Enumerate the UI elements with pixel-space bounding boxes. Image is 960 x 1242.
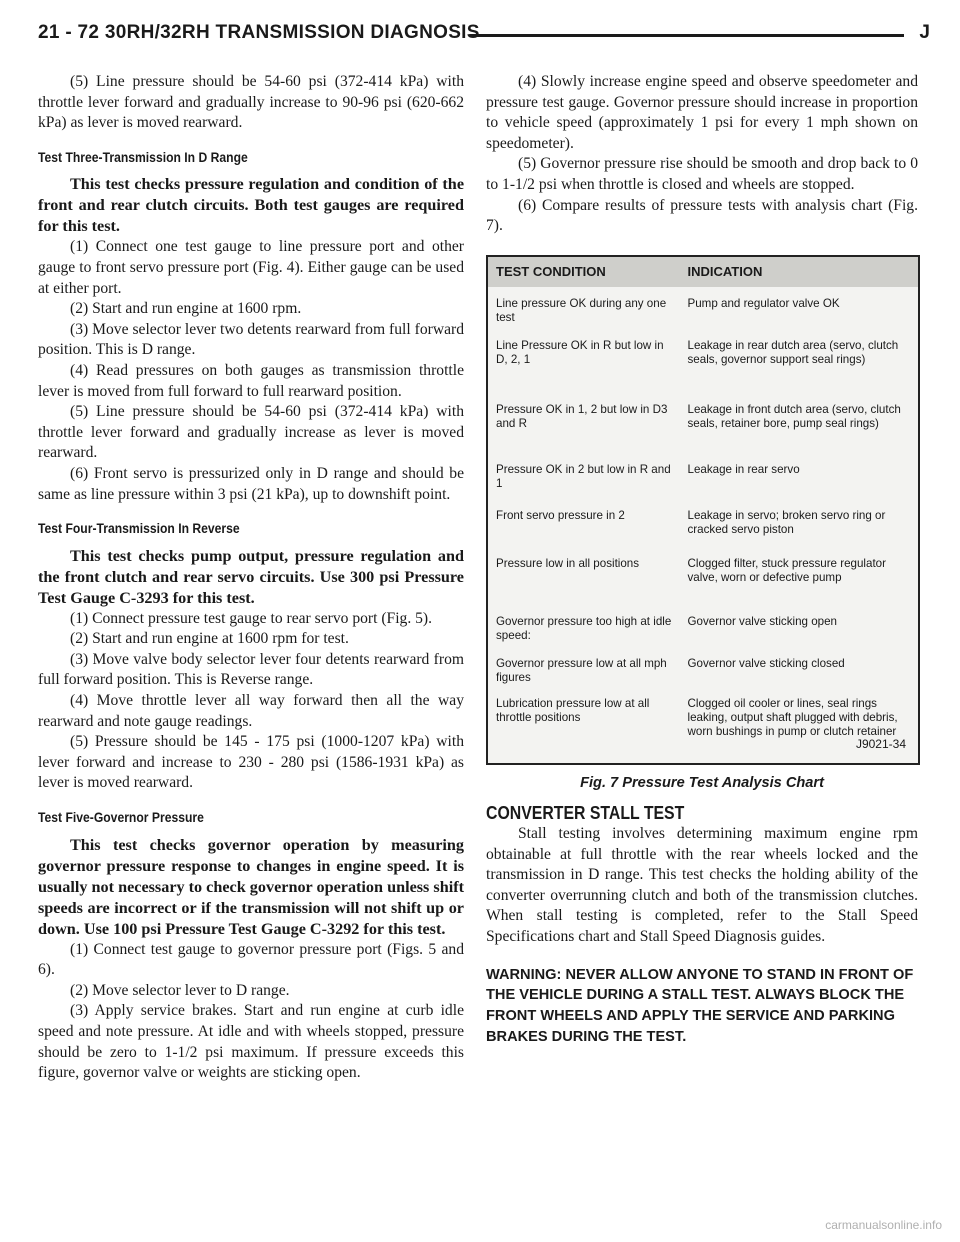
test3-step: (1) Connect one test gauge to line pressure port and other gauge to front servo pressure port (Fig. 4). Either gauge can be used at either port. <box>38 238 464 297</box>
pressure-test-analysis-chart <box>486 255 920 765</box>
table-row <box>488 395 918 459</box>
condition-cell: Pressure OK in 1, 2 but low in D3 and R <box>496 402 668 430</box>
governor-step: (4) Slowly increase engine speed and observe speedometer and pressure test gauge. Governor pressure should increase in proportion to vehicle speed (approximately 1 psi for every 1 mph shown on speedometer). <box>486 73 918 152</box>
test4-step: (2) Start and run engine at 1600 rpm for test. <box>70 630 349 648</box>
indication-cell: Leakage in servo; broken servo ring or cracked servo piston <box>687 508 886 536</box>
indication-cell: Clogged filter, stuck pressure regulator valve, worn or defective pump <box>687 556 886 584</box>
table-row <box>488 333 918 395</box>
indication-cell: Pump and regulator valve OK <box>687 296 840 310</box>
indication-cell: Clogged oil cooler or lines, seal rings leaking, output shaft plugged with debris, worn bushings in pump or clutch retainer <box>687 696 898 738</box>
test3-step: (6) Front servo is pressurized only in D range and should be same as line pressure within 3 psi (21 kPa), up to downshift point. <box>38 464 464 503</box>
test3-step: (3) Move selector lever two detents rearward from full forward position. This is D range. <box>38 320 464 359</box>
table-row <box>488 611 918 655</box>
condition-cell: Pressure low in all positions <box>496 556 640 570</box>
governor-step: (6) Compare results of pressure tests with analysis chart (Fig. 7). <box>486 196 918 235</box>
condition-cell: Lubrication pressure low at all throttle positions <box>496 696 650 724</box>
test4-step: (3) Move valve body selector lever four detents rearward from full forward position. This is Reverse range. <box>38 650 464 689</box>
test5-step: (1) Connect test gauge to governor pressure port (Figs. 5 and 6). <box>38 940 464 979</box>
table-row <box>488 655 918 695</box>
condition-cell: Governor pressure too high at idle speed: <box>496 614 672 642</box>
indication-cell: Leakage in rear servo <box>687 462 800 476</box>
figure-code: J9021-34 <box>855 737 906 752</box>
watermark: carmanualsonline.info <box>825 1218 942 1232</box>
test3-step: (5) Line pressure should be 54-60 psi (372-414 kPa) with throttle lever forward and gradually increase as lever is moved rearward. <box>38 403 464 462</box>
test4-step: (1) Connect pressure test gauge to rear servo port (Fig. 5). <box>70 609 433 627</box>
indication-cell: Leakage in front dutch area (servo, clutch seals, retainer bore, pump seal rings) <box>687 402 901 430</box>
col-test-condition: TEST CONDITION <box>488 257 682 287</box>
test4-intro: This test checks pump output, pressure regulation and the front clutch and rear servo circuits. Use 300 psi Pressure Test Gauge C-3293 for this test. <box>38 546 464 607</box>
indication-cell: Governor valve sticking closed <box>687 656 845 670</box>
left-column <box>38 72 464 1084</box>
intro-paragraph: (5) Line pressure should be 54-60 psi (372-414 kPa) with throttle lever forward and gradually increase to 90-96 psi (620-662 kPa) as lever is moved rearward. <box>38 73 464 132</box>
chart-header-row <box>488 257 918 287</box>
page-header <box>38 18 930 48</box>
condition-cell: Line pressure OK during any one test <box>496 296 667 324</box>
test4-heading: Test Four-Transmission In Reverse <box>38 521 240 537</box>
test3-step: (4) Read pressures on both gauges as transmission throttle lever is moved from full forward to full rearward position. <box>38 361 464 400</box>
governor-step: (5) Governor pressure rise should be smooth and drop back to 0 to 1-1/2 psi when throttle is closed and wheels are stopped. <box>486 155 918 193</box>
header-title: 21 - 72 30RH/32RH TRANSMISSION DIAGNOSIS <box>38 22 480 43</box>
indication-cell: Leakage in rear dutch area (servo, clutch seals, governor support seal rings) <box>687 338 899 366</box>
table-row <box>488 287 918 333</box>
test3-intro: This test checks pressure regulation and condition of the front and rear clutch circuits. Both test gauges are required for this test. <box>38 175 464 236</box>
indication-cell: Governor valve sticking open <box>687 614 838 628</box>
condition-cell: Line Pressure OK in R but low in D, 2, 1 <box>496 338 664 366</box>
header-letter: J <box>919 22 930 43</box>
stall-test-warning: WARNING: NEVER ALLOW ANYONE TO STAND IN FRONT OF THE VEHICLE DURING A STALL TEST. ALWAYS BLOCK THE FRONT WHEELS AND APPLY THE SERVICE AND PARKING BRAKES DURING THE TEST. <box>486 966 914 1045</box>
condition-cell: Front servo pressure in 2 <box>496 508 625 522</box>
test3-step: (2) Start and run engine at 1600 rpm. <box>70 300 302 318</box>
test5-step: (2) Move selector lever to D range. <box>70 981 290 999</box>
test5-step: (3) Apply service brakes. Start and run engine at curb idle speed and note pressure. At idle and with wheels stopped, pressure should be zero to 1-1/2 psi maximum. If pressure exceeds this figure, governor valve or weights are sticking open. <box>38 1002 464 1082</box>
table-row <box>488 459 918 503</box>
test4-step: (4) Move throttle lever all way forward then all the way rearward and note gauge readings. <box>38 692 464 730</box>
table-row <box>488 695 918 739</box>
test4-step: (5) Pressure should be 145 - 175 psi (1000-1207 kPa) with lever forward and increase to 230 - 280 psi (1586-1931 kPa) as lever is moved rearward. <box>38 733 464 792</box>
test5-heading: Test Five-Governor Pressure <box>38 810 204 826</box>
analysis-table <box>488 257 918 739</box>
right-column <box>486 72 918 1048</box>
test5-intro: This test checks governor operation by measuring governor pressure response to changes in engine speed. It is usually not necessary to check governor operation unless shift speeds are incorrect or if the transmission will not shift up or down. Use 100 psi Pressure Test Gauge C-3292 for this test. <box>38 835 464 938</box>
table-row <box>488 503 918 551</box>
figure-caption: Fig. 7 Pressure Test Analysis Chart <box>580 774 824 791</box>
col-indication: INDICATION <box>682 257 919 287</box>
header-rule <box>470 34 904 37</box>
condition-cell: Pressure OK in 2 but low in R and 1 <box>496 462 671 490</box>
stall-test-body: Stall testing involves determining maximum engine rpm obtainable at full throttle with the rear wheels locked and the transmission in D range. This test checks the holding ability of the converter overrunning clutch and both of the transmission clutches. When stall testing is completed, refer to the Stall Speed Specifications chart and Stall Speed Diagnosis guides. <box>486 824 918 945</box>
test3-heading: Test Three-Transmission In D Range <box>38 149 248 165</box>
stall-test-heading: CONVERTER STALL TEST <box>486 803 685 824</box>
condition-cell: Governor pressure low at all mph figures <box>496 656 667 684</box>
table-row <box>488 551 918 611</box>
